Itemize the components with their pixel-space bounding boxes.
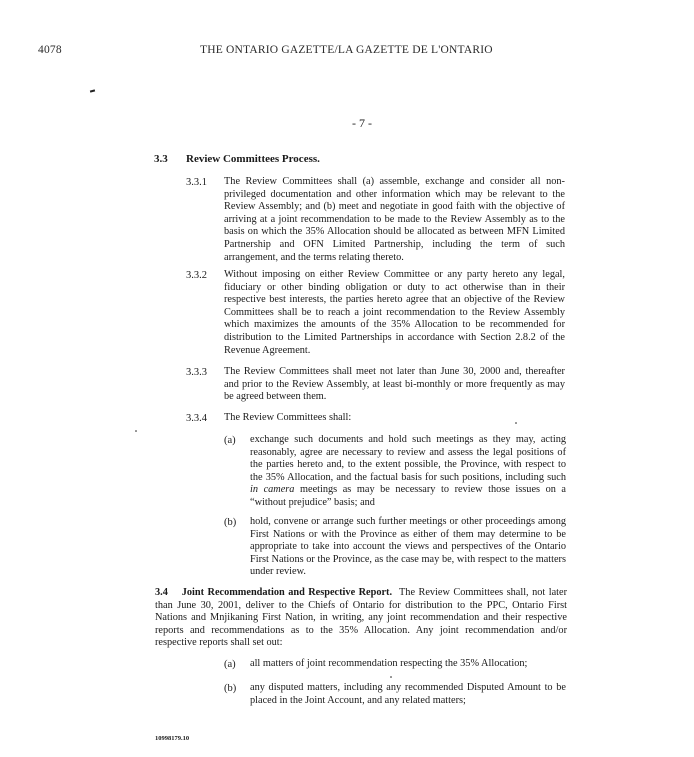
gazette-page-number: 4078 [38, 44, 62, 56]
clause-3-3-4-text: The Review Committees shall: [224, 412, 352, 423]
in-camera-italic: in camera [250, 484, 295, 496]
section-3-4-title: Joint Recommendation and Respective Report. [181, 587, 393, 598]
clause-3-3-2-text: Without imposing on either Review Committee or any party hereto any legal, fiduciary or other binding obligation or duty to act otherwise than in their respective best interests, the parties hereto agree that an objective of the Review Committees shall be to reach a joint recommendation to the Review Assembly which maximizes the amounts of the 35% Allocation to be recommended for distribution to the Limited Partnerships in accordance with Section 2.8.2 of the Revenue Agreement. [224, 269, 565, 356]
section-3-3-number: 3.3 [154, 153, 168, 165]
clause-3-3-3-number: 3.3.3 [186, 367, 207, 378]
clause-3-3-4-number: 3.3.4 [186, 413, 207, 424]
section-3-4-b-label: (b) [224, 683, 237, 694]
document-page-number: - 7 - [352, 116, 372, 130]
scan-speck [135, 430, 137, 432]
section-3-4-paragraph [155, 587, 567, 650]
subclause-a-text: exchange such documents and hold such meetings as they may, acting reasonably, agree are necessary to review and assess the legal positions of the parties hereto and, to the extent possible, the Province, with respect to the 35% Allocation, and the factual basis for such positions, including such in camera meetings as may be necessary to review those issues on a “without prejudice” basis; and [250, 434, 567, 508]
scan-speck [390, 676, 392, 678]
section-3-4-number: 3.4 [155, 587, 168, 598]
section-3-4-text: The Review Committees shall, not later than June 30, 2001, deliver to the Chiefs of Ontario for distribution to the PPC, Ontario First Nations and Mnjikaning First Nation, in writing, any joint recommendation and their respective reports and recommendations as to the 35% Allocation. Any joint recommendation and/or respective reports shall set out: [155, 587, 568, 649]
clause-3-3-3-text: The Review Committees shall meet not later than June 30, 2000 and, thereafter and prior to the Review Assembly, at least bi-monthly or more frequently as may be agreed between them. [224, 366, 565, 403]
gazette-title: THE ONTARIO GAZETTE/LA GAZETTE DE L'ONTARIO [200, 44, 493, 56]
clause-3-3-1-text: The Review Committees shall (a) assemble, exchange and consider all non-privileged documentation and other information which may be relevant to the Review Assembly; and (b) meet and negotiate in good faith with the objective of arriving at a joint recommendation to be made to the Review Assembly as to the basis on which the 35% Allocation should be allocated as between MFN Limited Partnership and OFN Limited Partnership, including the term of such arrangement, and the terms relating thereto. [224, 176, 565, 263]
clause-3-3-2-number: 3.3.2 [186, 270, 207, 281]
subclause-a-label: (a) [224, 435, 236, 446]
section-3-4-b-text: any disputed matters, including any recommended Disputed Amount to be placed in the Joint Account, and any related matters; [250, 682, 566, 706]
subclause-b-text: hold, convene or arrange such further meetings or other proceedings among First Nations or with the Province as either of them may determine to be appropriate to take into account the views and perspectives of the Ontario First Nations or the Province, as the case may be, with respect to the matters under review. [250, 516, 566, 578]
section-3-4-a-text: all matters of joint recommendation respecting the 35% Allocation; [250, 658, 528, 669]
clause-3-3-1-number: 3.3.1 [186, 177, 207, 188]
document-id: 10998179.10 [155, 735, 190, 742]
subclause-b-label: (b) [224, 517, 237, 528]
scan-speck [515, 422, 517, 424]
section-3-4-a-label: (a) [224, 659, 236, 670]
scan-mark [90, 89, 95, 92]
section-3-3-title: Review Committees Process. [186, 153, 320, 165]
